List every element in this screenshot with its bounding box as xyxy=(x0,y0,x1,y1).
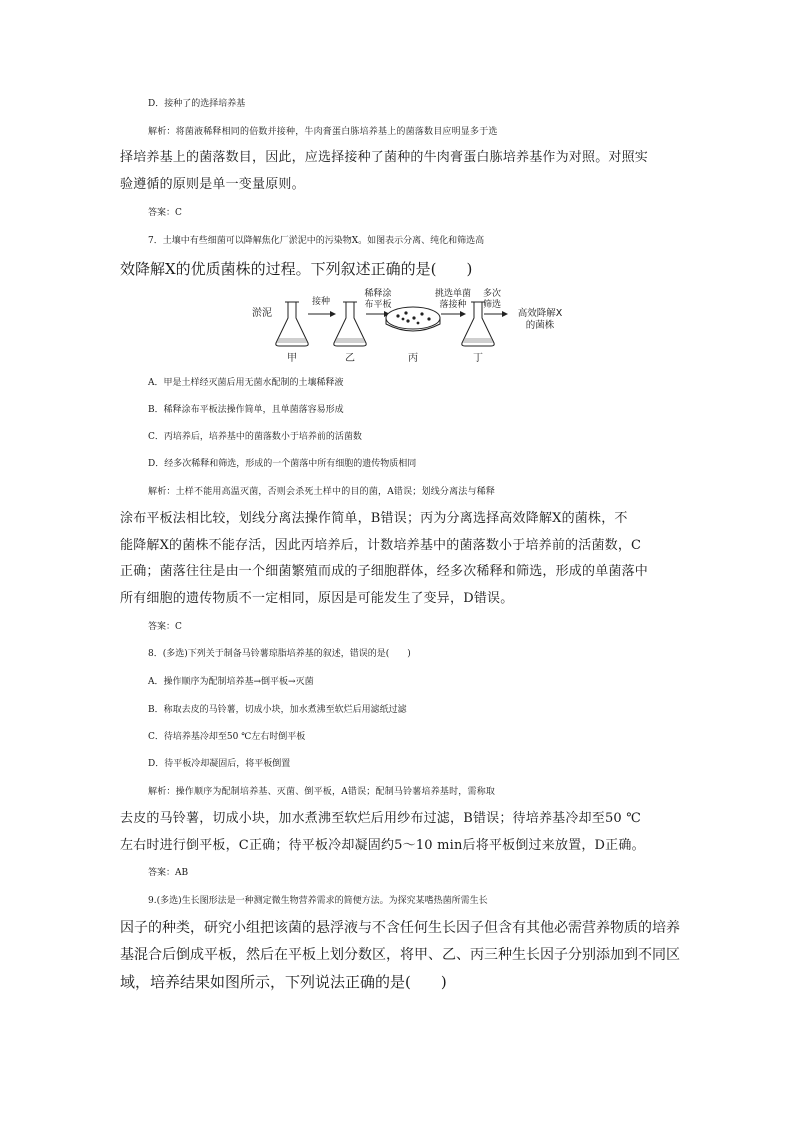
explanation-line: 能降解X的菌株不能存活，因此丙培养后，计数培养基中的菌落数小于培养前的活菌数，C xyxy=(120,538,642,553)
arrow-label-multi: 多次 xyxy=(482,289,502,299)
answer-line: 答案：C xyxy=(148,208,182,218)
option-d-prev: D．接种了的选择培养基 xyxy=(148,99,246,109)
flask-jia-label: 甲 xyxy=(287,353,297,364)
arrow-label-inoculate: 接种 xyxy=(311,297,331,307)
option-a: A．甲是土样经灭菌后用无菌水配制的土壤稀释液 xyxy=(148,378,344,388)
explanation-line: 择培养基上的菌落数目，因此，应选择接种了菌种的牛肉膏蛋白胨培养基作为对照。对照实 xyxy=(120,150,649,165)
petri-dish-label: 丙 xyxy=(408,353,418,364)
option-b: B．稀释涂布平板法操作简单，且单菌落容易形成 xyxy=(148,405,344,415)
option-a: A．操作顺序为配制培养基→倒平板→灭菌 xyxy=(148,677,314,687)
arrow-icon xyxy=(308,311,336,317)
explanation-line: 涂布平板法相比较，划线分离法操作简单，B错误；丙为分离选择高效降解X的菌株，不 xyxy=(120,511,628,526)
question-8-stem: 8．(多选)下列关于制备马铃薯琼脂培养基的叙述，错误的是( ) xyxy=(148,649,411,659)
flask-jia-icon xyxy=(276,302,308,346)
option-c: C．丙培养后，培养基中的菌落数小于培养前的活菌数 xyxy=(148,432,362,442)
explanation-line: 正确；菌落往往是由一个细菌繁殖而成的子细胞群体，经多次稀释和筛选，形成的单菌落中 xyxy=(120,564,649,579)
answer-line: 答案：AB xyxy=(148,868,189,878)
diagram-start-label: 淤泥 xyxy=(252,308,272,319)
explanation-line: 解析：将菌液稀释相同的倍数并接种，牛肉膏蛋白胨培养基上的菌落数目应明显多于选 xyxy=(148,127,498,137)
question-7-stem: 7．土壤中有些细菌可以降解焦化厂淤泥中的污染物X。如图表示分离、纯化和筛选高 xyxy=(148,236,485,246)
explanation-line: 解析：土样不能用高温灭菌，否则会杀死土样中的目的菌，A错误；划线分离法与稀释 xyxy=(148,487,496,497)
explanation-line: 验遵循的原则是单一变量原则。 xyxy=(120,177,305,192)
option-d: D．经多次稀释和筛选，形成的一个菌落中所有细胞的遗传物质相同 xyxy=(148,459,417,469)
question-9-stem: 域，培养结果如图所示，下列说法正确的是( ) xyxy=(120,973,447,991)
flask-ding-label: 丁 xyxy=(473,353,483,364)
question-7-stem: 效降解X的优质菌株的过程。下列叙述正确的是( ) xyxy=(120,260,473,278)
option-d: D．待平板冷却凝固后，将平板倒置 xyxy=(148,759,291,769)
result-label-top: 高效降解X xyxy=(517,308,563,319)
flask-yi-label: 乙 xyxy=(345,353,355,364)
petri-dish-icon xyxy=(386,307,440,331)
process-diagram xyxy=(248,288,578,368)
question-9-stem: 基混合后倒成平板，然后在平板上划分数区，将甲、乙、丙三种生长因子分别添加到不同区 xyxy=(120,947,680,963)
arrow-icon xyxy=(441,311,466,317)
arrow-icon xyxy=(484,311,508,317)
flask-yi-icon xyxy=(334,302,366,346)
question-9-stem: 因子的种类，研究小组把该菌的悬浮液与不含任何生长因子但含有其他必需营养物质的培养 xyxy=(120,920,680,936)
arrow-label-screen: 筛选 xyxy=(482,300,502,310)
arrow-label-inoculate2: 落接种 xyxy=(439,300,467,310)
option-c: C．待培养基冷却至50 ℃左右时倒平板 xyxy=(148,732,306,742)
arrow-label-dilute: 稀释涂 xyxy=(364,289,392,299)
result-label-bottom: 的菌株 xyxy=(525,320,555,331)
arrow-label-plate: 布平板 xyxy=(364,300,392,310)
question-9-stem: 9.(多选)生长图形法是一种测定微生物营养需求的简便方法。为探究某嗜热菌所需生长 xyxy=(148,896,488,906)
explanation-line: 解析：操作顺序为配制培养基、灭菌、倒平板，A错误；配制马铃薯培养基时，需称取 xyxy=(148,787,496,797)
arrow-label-pick-colony: 挑选单菌 xyxy=(434,289,472,299)
explanation-line: 左右时进行倒平板，C正确；待平板冷却凝固约5～10 min后将平板倒过来放置，D正确。 xyxy=(120,838,645,853)
option-b: B．称取去皮的马铃薯，切成小块，加水煮沸至软烂后用滤纸过滤 xyxy=(148,705,407,715)
answer-line: 答案：C xyxy=(148,622,182,632)
explanation-line: 所有细胞的遗传物质不一定相同，原因是可能发生了变异，D错误。 xyxy=(120,591,514,606)
explanation-line: 去皮的马铃薯，切成小块，加水煮沸至软烂后用纱布过滤，B错误；待培养基冷却至50 ℃ xyxy=(120,811,641,826)
